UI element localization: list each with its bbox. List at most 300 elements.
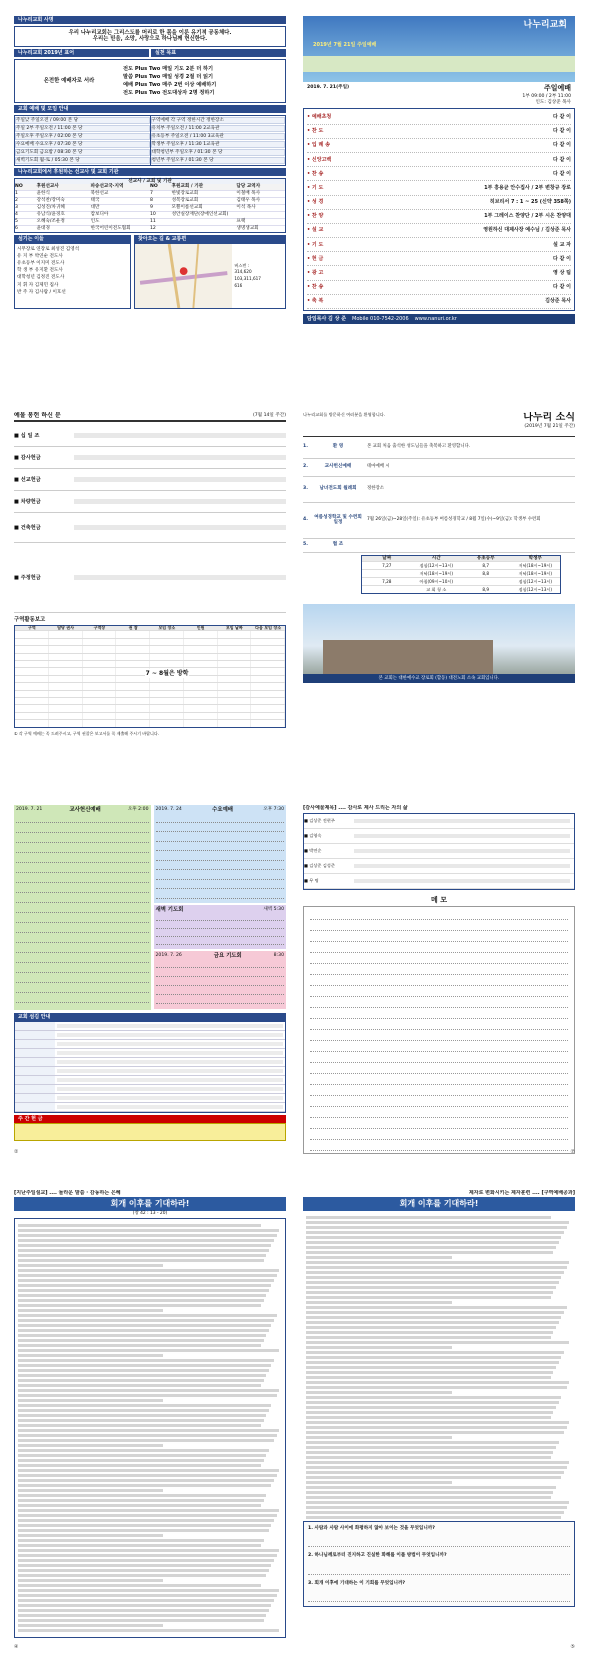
memo-line	[310, 1008, 568, 1019]
text-line	[18, 1554, 277, 1557]
coop-row	[362, 569, 560, 577]
mission-table	[14, 178, 286, 233]
text-line	[306, 1246, 556, 1249]
district-cell	[49, 631, 83, 637]
coop-cell: 점심(12시~13시)	[518, 578, 553, 584]
district-cell	[116, 661, 150, 667]
district-cell	[49, 683, 83, 689]
district-cell	[251, 646, 285, 652]
district-cell	[150, 691, 184, 697]
district-cell	[251, 713, 285, 719]
news-row	[303, 459, 575, 477]
coop-cell: 점심(12시~13시)	[419, 562, 454, 568]
schedule-line	[16, 983, 149, 993]
text-line	[18, 1434, 277, 1437]
text-line	[306, 1286, 556, 1289]
district-cell	[116, 713, 150, 719]
text-line	[18, 1234, 277, 1237]
order-row	[307, 167, 571, 181]
serving-row	[15, 1094, 285, 1103]
mission-cell: 캄보디아	[90, 212, 109, 218]
text-line	[18, 1534, 163, 1537]
text-line	[306, 1456, 551, 1459]
text-line	[306, 1221, 569, 1224]
text-line	[306, 1331, 553, 1334]
memo-line	[310, 1063, 568, 1074]
text-line	[306, 1386, 567, 1389]
staff-row: 시무장로 연장로 최성진 김영석	[17, 246, 80, 252]
district-cell	[49, 698, 83, 704]
text-line	[18, 1424, 261, 1427]
text-line	[18, 1494, 266, 1497]
text-line	[18, 1599, 274, 1602]
district-cell	[116, 654, 150, 660]
serving-names	[57, 1105, 283, 1109]
memo-line	[310, 1019, 568, 1030]
text-line	[18, 1524, 271, 1527]
schedule-line	[156, 851, 285, 861]
staff-row: 유 지 부 박연순 전도사	[17, 254, 63, 260]
coop-cell: 점심(12시~13시)	[518, 586, 553, 592]
offering-names	[74, 455, 286, 460]
district-cell	[49, 720, 83, 726]
order-value: 다 같 이	[553, 156, 571, 163]
district-cell	[184, 691, 218, 697]
text-line	[18, 1409, 269, 1412]
text-line	[18, 1299, 264, 1302]
schedule-line	[16, 853, 149, 863]
weekly-offering-box	[14, 1123, 286, 1141]
text-line	[306, 1341, 569, 1344]
order-row	[307, 238, 571, 252]
box-lines	[16, 813, 149, 1003]
bulletin-page-study	[303, 1190, 575, 1650]
district-cell	[184, 646, 218, 652]
weekly-offering-label: 주 간 헌 금	[14, 1115, 286, 1123]
text-line	[18, 1329, 269, 1332]
text-line	[18, 1354, 163, 1357]
serving-row	[15, 1076, 285, 1085]
serving-label	[15, 1067, 55, 1075]
news-row	[303, 539, 575, 553]
mission-cell: 인도	[90, 219, 100, 225]
text-line	[306, 1216, 551, 1219]
vision-text-2: 우리는 믿음, 소망, 사랑으로 하나님께 헌신한다.	[92, 36, 208, 43]
text-line	[18, 1224, 261, 1227]
schedule-line	[156, 986, 285, 995]
memo-line	[310, 1140, 568, 1151]
text-line	[306, 1361, 559, 1364]
text-line	[306, 1296, 551, 1299]
offering-row	[14, 425, 286, 447]
order-label: • 신앙고백	[307, 156, 332, 163]
district-cell	[251, 698, 285, 704]
map-image[interactable]	[135, 244, 232, 308]
text-line	[306, 1486, 556, 1489]
district-cell	[49, 639, 83, 645]
schedule-line	[16, 883, 149, 893]
text-line	[18, 1454, 266, 1457]
news-number: 5.	[303, 542, 308, 548]
text-line	[18, 1334, 266, 1337]
memo-line	[310, 997, 568, 1008]
district-cell	[83, 639, 117, 645]
box-title: 수요예배	[212, 807, 233, 813]
text-line	[18, 1469, 279, 1472]
news-label: 여름성경학교 및 수련회 일정	[314, 514, 362, 525]
order-row	[307, 125, 571, 139]
serving-names	[57, 1096, 283, 1100]
answer-line[interactable]	[308, 1592, 570, 1602]
thanks-name: ■ 김상준 전현주	[304, 818, 335, 824]
worship-row: 유치부 주일오전 / 11:00 2교육관	[151, 125, 286, 132]
district-cell	[184, 720, 218, 726]
offering-category: ■ 차량헌금	[14, 498, 41, 505]
service-leader: 인도: 김상준 목사	[535, 99, 571, 105]
district-row	[15, 682, 285, 689]
text-line	[306, 1466, 567, 1469]
district-cell	[218, 713, 252, 719]
text-line	[306, 1251, 553, 1254]
staff-header: 섬기는 이들	[14, 235, 131, 243]
map-box	[134, 243, 286, 309]
memo-area[interactable]	[303, 906, 575, 1154]
offering-table	[14, 425, 286, 613]
district-cell	[184, 698, 218, 704]
district-cell	[49, 654, 83, 660]
district-cell	[218, 646, 252, 652]
news-list	[303, 436, 575, 553]
coop-cell: 8,7	[482, 562, 490, 568]
bulletin-page-vision	[14, 16, 286, 371]
bulletin-page-cover	[303, 16, 575, 371]
text-line	[306, 1421, 569, 1424]
text-line	[18, 1504, 261, 1507]
memo-line	[310, 1074, 568, 1085]
news-row	[303, 477, 575, 503]
district-col: 다음 모임 장소	[255, 624, 282, 630]
memo-line	[310, 909, 568, 920]
order-value: 설 교 자	[553, 241, 571, 248]
offering-names	[74, 499, 286, 504]
goal-item: 전도 Plus Two 전도대상자 2명 정하기	[123, 90, 215, 97]
schedule-line	[16, 913, 149, 923]
dawn-prayer-box	[154, 905, 287, 949]
news-title: 나누리 소식	[523, 412, 575, 423]
news-number: 2.	[303, 464, 308, 470]
memo-line	[310, 1052, 568, 1063]
district-cell	[49, 705, 83, 711]
bus-number: 103,311,617	[234, 275, 261, 281]
schedule-line	[16, 833, 149, 843]
thanks-table	[303, 813, 575, 890]
question-box	[303, 1521, 575, 1608]
text-line	[18, 1274, 277, 1277]
order-row	[307, 252, 571, 266]
text-line	[18, 1529, 269, 1532]
bus-number: 314,620	[234, 269, 252, 275]
box-title: 금요 기도회	[213, 953, 242, 959]
box-date: 2019. 7. 24	[155, 807, 182, 813]
vacation-note: 7 ~ 8월은 방학	[145, 669, 189, 677]
question-item: 2. 하나님께로부터 진지하고 진실한 화해를 이룰 방법이 무엇입니까?	[308, 1553, 447, 1559]
mission-cell: 강석찬/장미숙	[36, 198, 65, 204]
district-cell	[150, 713, 184, 719]
district-cell	[83, 713, 117, 719]
district-cell	[251, 691, 285, 697]
worship-row: 새벽기도회 월-토 / 05:30 본 당	[15, 157, 150, 164]
worship-order-list	[303, 108, 575, 311]
text-line	[306, 1291, 553, 1294]
district-row	[15, 630, 285, 637]
text-line	[306, 1276, 561, 1279]
schedule-line	[16, 973, 149, 983]
text-line	[18, 1344, 261, 1347]
district-cell	[218, 683, 252, 689]
banner-text: 2019년 7월 21일 주일예배	[313, 42, 377, 48]
bus-number: 616	[234, 282, 243, 288]
thanks-text	[354, 864, 570, 868]
coop-row	[362, 585, 560, 593]
text-line	[18, 1499, 264, 1502]
text-line	[18, 1574, 266, 1577]
memo-line	[310, 1085, 568, 1096]
coop-row	[362, 561, 560, 569]
goal-item: 예배 Plus Two 매주 2번 이상 예배하기	[123, 81, 217, 88]
district-row	[15, 719, 285, 726]
thanks-name: ■ 무 명	[304, 878, 319, 884]
thanks-row	[304, 814, 574, 829]
text-line	[18, 1349, 279, 1352]
thanks-name: ■ 박연순	[304, 848, 322, 854]
serving-names	[57, 1033, 283, 1037]
offering-names	[74, 525, 286, 530]
district-cell	[83, 646, 117, 652]
text-line	[306, 1231, 564, 1234]
study-header: 제자로 변화시키는 제자훈련 .... [구역예배공과]	[468, 1190, 575, 1196]
bulletin-page-schedule	[14, 805, 286, 1155]
text-line	[18, 1399, 163, 1402]
text-line	[306, 1356, 561, 1359]
text-line	[306, 1481, 452, 1484]
order-value: 영원하신 대제사장 예수님 / 김상준 목사	[483, 227, 571, 234]
district-cell	[49, 661, 83, 667]
serving-label	[15, 1031, 55, 1039]
text-line	[18, 1609, 269, 1612]
district-cell	[150, 720, 184, 726]
order-row	[307, 153, 571, 167]
text-line	[18, 1514, 277, 1517]
mission-cell: 태국	[90, 198, 100, 204]
memo-line	[310, 931, 568, 942]
news-text: 7월 26일(금)~28일(주일): 유초등부 여름성경학교 / 8월 7일(수)~9일(금): 학생부 수련회	[367, 517, 541, 523]
box-lines	[156, 913, 285, 945]
serving-header: 교회 섬김 안내	[14, 1013, 286, 1021]
text-line	[18, 1404, 271, 1407]
schedule-line	[16, 873, 149, 883]
serving-label	[15, 1085, 55, 1093]
study-body	[303, 1211, 575, 1521]
district-cell	[15, 646, 49, 652]
district-footnote: ① 각 구역 예배는 꼭 드려주시고, 구역 권찰은 보고서를 꼭 제출해 주시기 바랍니다.	[14, 730, 160, 736]
offering-names	[74, 575, 286, 580]
mission-cell: 유남식/윤경호	[36, 212, 65, 218]
news-number: 3.	[303, 486, 308, 492]
mission-header: 나누리교회에서 후원하는 선교사 및 교회 기관	[14, 168, 286, 176]
pastor-name: 담임목사 김 상 준	[307, 316, 347, 323]
district-cell	[83, 631, 117, 637]
district-cell	[218, 720, 252, 726]
district-cell	[184, 661, 218, 667]
mission-cell: 대만	[90, 205, 100, 211]
page-number: ⑤	[570, 1644, 575, 1650]
text-line	[306, 1316, 561, 1319]
sermon-header: [지난주일설교] .... 놀라운 말씀 · 감동하는 은혜	[14, 1190, 121, 1196]
schedule-line	[156, 889, 285, 899]
answer-line[interactable]	[308, 1537, 570, 1547]
offering-category: ■ 주정헌금	[14, 574, 41, 581]
district-cell	[15, 705, 49, 711]
schedule-line	[16, 963, 149, 973]
memo-line	[310, 920, 568, 931]
text-line	[18, 1289, 269, 1292]
goal-sub-header: 실천 목표	[151, 49, 286, 57]
schedule-line	[16, 933, 149, 943]
text-line	[18, 1429, 279, 1432]
text-line	[18, 1624, 163, 1627]
order-label: • 찬 송	[307, 170, 324, 177]
bulletin-page-offering	[14, 412, 286, 762]
memo-line	[310, 1041, 568, 1052]
memo-title: 메 모	[431, 896, 447, 904]
worship-row: 대학청년부 주일오후 / 01:30 본 당	[151, 149, 286, 156]
coop-cell: 아침(09시~10시)	[419, 578, 454, 584]
order-label: • 찬 양	[307, 213, 324, 220]
schedule-line	[16, 903, 149, 913]
order-value: 다 같 이	[553, 284, 571, 291]
order-value: 1부 흥용균 안수집사 / 2부 변창규 장로	[484, 184, 571, 191]
district-row	[15, 704, 285, 711]
serving-label	[15, 1049, 55, 1057]
mission-cell: 성복장로교회	[171, 198, 199, 204]
mission-row	[15, 211, 285, 218]
worship-col-left	[15, 116, 151, 165]
district-row	[15, 697, 285, 704]
mission-cell: 6	[15, 226, 18, 232]
news-text: 정한장소	[367, 486, 384, 492]
mission-row	[15, 190, 285, 197]
text-line	[18, 1419, 264, 1422]
schedule-line	[156, 929, 285, 937]
schedule-line	[156, 861, 285, 871]
mission-cell: 8	[149, 198, 153, 204]
mission-cell: 이석 목사	[236, 205, 256, 211]
text-line	[18, 1314, 277, 1317]
order-label: • 설 교	[307, 227, 324, 234]
answer-line[interactable]	[308, 1565, 570, 1575]
box-title: 교사헌신예배	[69, 807, 101, 813]
mission-cell: 3	[15, 205, 18, 211]
text-line	[18, 1449, 269, 1452]
mission-col: NO	[149, 184, 158, 190]
staff-list	[14, 243, 131, 309]
photo-caption: 본 교회는 대한예수교 장로회 (합동) 대전노회 소속 교회입니다.	[303, 674, 575, 683]
district-col: 담당 권사	[57, 624, 75, 630]
district-cell	[15, 639, 49, 645]
serving-label	[15, 1022, 55, 1030]
text-line	[18, 1264, 163, 1267]
box-time: 오후 2:00	[127, 807, 149, 813]
text-line	[18, 1444, 163, 1447]
church-building	[323, 640, 493, 674]
text-line	[306, 1271, 564, 1274]
offering-names	[74, 477, 286, 482]
text-line	[18, 1489, 163, 1492]
serving-row	[15, 1058, 285, 1067]
schedule-line	[16, 953, 149, 963]
coop-col: 학생부	[528, 555, 542, 561]
bulletin-page-sermon	[14, 1190, 286, 1650]
box-time: 새벽 5:30	[263, 907, 284, 913]
district-cell	[251, 705, 285, 711]
district-cell	[218, 705, 252, 711]
mission-cell: 12	[149, 226, 156, 232]
staff-row: 반 주 자 김사람 / 이호선	[17, 289, 66, 295]
order-value: 다 같 이	[553, 142, 571, 149]
order-label: • 찬 도	[307, 128, 324, 135]
coop-row	[362, 577, 560, 585]
mission-header-row	[15, 184, 285, 190]
district-cell	[184, 683, 218, 689]
text-line	[306, 1426, 567, 1429]
district-cell	[116, 691, 150, 697]
serving-names	[57, 1051, 283, 1055]
schedule-line	[156, 968, 285, 977]
vision-box	[14, 26, 286, 47]
text-line	[306, 1266, 567, 1269]
text-line	[18, 1439, 274, 1442]
text-line	[18, 1304, 261, 1307]
text-line	[18, 1324, 271, 1327]
mission-cell: 1	[15, 191, 18, 197]
news-label: 교사헌신예배	[324, 464, 352, 470]
text-line	[18, 1339, 264, 1342]
district-cell	[184, 705, 218, 711]
text-line	[18, 1474, 277, 1477]
district-row	[15, 645, 285, 652]
schedule-line	[16, 943, 149, 953]
offering-names	[74, 433, 286, 438]
news-text: 테마예배 시	[367, 464, 390, 470]
district-col: 인원	[196, 624, 205, 630]
text-line	[18, 1229, 279, 1232]
text-line	[18, 1389, 279, 1392]
goal-item: 말씀 Plus Two 매일 성경 2절 더 읽기	[123, 73, 214, 80]
mission-cell: 7	[149, 191, 153, 197]
order-label: • 축 복	[307, 298, 324, 305]
memo-line	[310, 1030, 568, 1041]
mission-cell: 한국어린이전도협회	[90, 226, 131, 232]
box-date: 2019. 7. 26	[155, 953, 182, 959]
coop-cell: 7,28	[382, 578, 392, 584]
district-cell	[83, 698, 117, 704]
church-web[interactable]: www.nanuri.or.kr	[414, 316, 457, 323]
serving-names	[57, 1024, 283, 1028]
district-row	[15, 690, 285, 697]
mission-col: 후원교회 / 기관	[171, 184, 204, 190]
district-cell	[150, 631, 184, 637]
order-label: • 헌 금	[307, 255, 324, 262]
